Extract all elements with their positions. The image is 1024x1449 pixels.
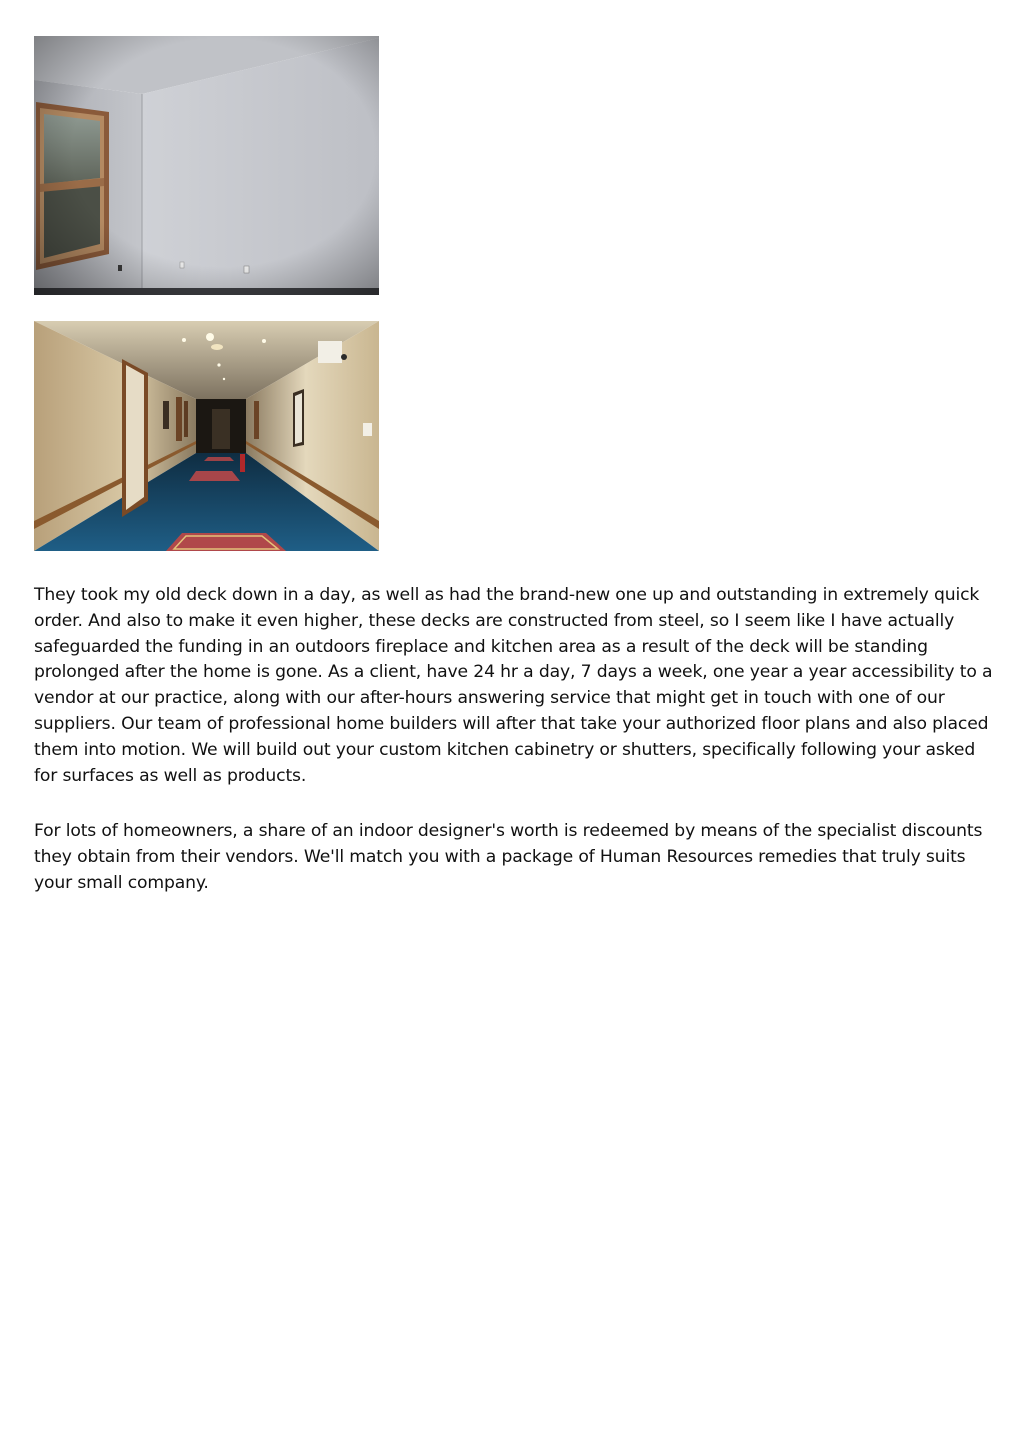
body-paragraph: They took my old deck down in a day, as well as had the brand-new one up and outstanding in extremely quick order. And also to make it even higher, these decks are constructed from steel, so I seem like I have actually safeguarded the funding in an outdoors fireplace and kitchen area as a result of the deck will be standing prolonged after the home is gone. As a client, have 24 hr a day, 7 days a week, one year a year accessibility to a vendor at our practice, along with our after-hours answering service that might get in touch with one of our suppliers. Our team of professional home builders will after that take your authorized floor plans and also placed them into motion. We will build out your custom kitchen cabinetry or shutters, specifically following your asked for surfaces as well as products. bbox=[34, 585, 993, 786]
empty-room-photo bbox=[34, 36, 379, 295]
hotel-hallway-photo bbox=[34, 321, 379, 551]
article bbox=[34, 36, 994, 897]
body-paragraph: For lots of homeowners, a share of an indoor designer's worth is redeemed by means of the specialist discounts they obtain from their vendors. We'll match you with a package of Human Resources remedies that truly suits your small company. bbox=[34, 821, 983, 893]
